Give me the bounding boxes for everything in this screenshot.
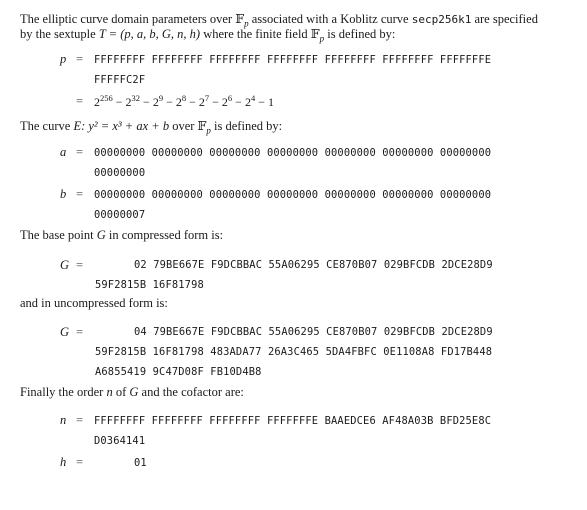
formula-operator: − [115,95,123,109]
G-compressed-hex-line-2: 59F2815B 16F81798 [95,279,204,291]
field-subscript: p [244,18,249,29]
order-text-1: Finally the order [20,385,107,399]
p-hex-line-2: FFFFFC2F [94,74,146,86]
G-symbol-inline: G [129,385,139,399]
base-point-text-2: in compressed form is: [105,228,224,242]
formula-exponent: 6 [227,93,233,103]
equals-sign: = [76,145,84,159]
a-hex-line-2: 00000000 [94,167,146,179]
formula-base: 2 [244,95,251,109]
formula-exponent: 9 [158,93,164,103]
formula-exponent: 32 [131,93,141,103]
G-symbol: G [60,325,70,339]
formula-tail: − 1 [258,95,274,109]
equals-sign: = [76,187,84,201]
G-uncompressed-hex-line-3: A6855419 9C47D08F FB10D4B8 [95,366,262,378]
intro-text-1: The elliptic curve domain parameters over [20,12,236,26]
formula-base: 2 [175,95,182,109]
formula-exponent: 256 [100,93,113,103]
formula-base: 2 [221,95,228,109]
field-symbol: 𝔽 [310,27,320,41]
formula-operator: − [143,95,150,109]
G-compressed-hex-line-1: 02 79BE667E F9DCBBAC 55A06295 CE870B07 029BFCDB 2DCE28D9 [134,259,493,271]
p-formula [94,95,274,110]
formula-base: 2 [94,95,100,109]
p-hex-line-1: FFFFFFFF FFFFFFFF FFFFFFFF FFFFFFFF FFFFFFFF FFFFFFFF FFFFFFFE [94,54,492,66]
b-hex-line-1: 00000000 00000000 00000000 00000000 00000000 00000000 00000000 [94,189,492,201]
n-symbol: n [60,413,67,427]
n-hex-line-2: D0364141 [94,435,146,447]
curve-text-3: is defined by: [210,119,283,133]
field-subscript: p [206,125,211,136]
intro-text-6: is defined by: [324,27,396,41]
formula-base: 2 [198,95,205,109]
curve-line [20,118,282,136]
G-uncompressed-hex-line-1: 04 79BE667E F9DCBBAC 55A06295 CE870B07 029BFCDB 2DCE28D9 [134,326,493,338]
formula-operator: − [189,95,196,109]
equals-sign: = [76,455,84,469]
order-text-3: and the cofactor are: [138,385,244,399]
p-symbol: p [60,52,67,66]
formula-exponent: 4 [250,93,256,103]
field-symbol: 𝔽 [235,12,245,26]
order-text-2: of [112,385,130,399]
uncompressed-text: and in uncompressed form is: [20,296,168,310]
field-symbol: 𝔽 [197,119,207,133]
curve-text-2: over [169,119,198,133]
intro-text-5: where the finite field [200,27,311,41]
equals-sign: = [76,52,84,66]
curve-symbol: E [73,119,82,133]
curve-text-1: The curve [20,119,74,133]
n-symbol-inline: n [106,385,113,399]
n-hex-line-1: FFFFFFFF FFFFFFFF FFFFFFFF FFFFFFFE BAAEDCE6 AF48A03B BFD25E8C [94,415,492,427]
sextuple: T = (p, a, b, G, n, h) [98,27,201,41]
b-symbol: b [60,187,67,201]
h-value: 01 [134,457,147,469]
curve-name: secp256k1 [411,13,472,26]
base-point-text-1: The base point [20,228,97,242]
formula-exponent: 7 [204,93,210,103]
formula-operator: − [235,95,242,109]
formula-base: 2 [152,95,159,109]
formula-base: 2 [125,95,132,109]
order-line [20,385,244,400]
a-hex-line-1: 00000000 00000000 00000000 00000000 00000000 00000000 00000000 [94,147,492,159]
G-symbol: G [60,258,70,272]
intro-text-2: associated with a Koblitz curve [248,12,412,26]
equals-sign: = [76,94,84,108]
G-uncompressed-hex-line-2: 59F2815B 16F81798 483ADA77 26A3C465 5DA4FBFC 0E1108A8 FD17B448 [95,346,493,358]
equals-sign: = [76,413,84,427]
equals-sign: = [76,325,84,339]
intro-line-2 [20,26,395,44]
b-hex-line-2: 00000007 [94,209,146,221]
formula-operator: − [166,95,173,109]
base-point-line [20,228,223,243]
a-symbol: a [60,145,67,159]
intro-text-3: are specified [471,12,538,26]
intro-text-4: by the sextuple [20,27,99,41]
G-symbol-inline: G [96,228,106,242]
formula-operator: − [212,95,219,109]
h-symbol: h [60,455,67,469]
formula-exponent: 8 [181,93,187,103]
equals-sign: = [76,258,84,272]
field-subscript: p [319,33,325,44]
curve-equation: : y² = x³ + ax + b [81,119,170,133]
